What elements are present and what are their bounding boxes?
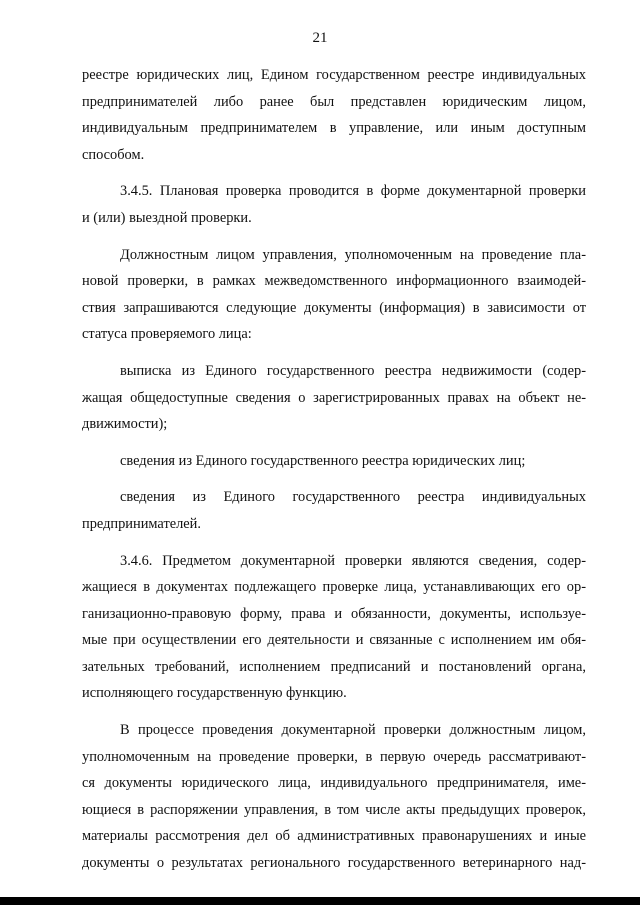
paragraph bbox=[82, 178, 586, 231]
paragraph bbox=[82, 62, 586, 168]
text-line: ганизационно-правовую форму, права и обязанности, документы, используе- bbox=[82, 605, 586, 622]
text-line: В процессе проведения документарной проверки должностным лицом, bbox=[120, 722, 586, 739]
text-line: способом. bbox=[82, 146, 145, 163]
text-line: ствия запрашиваются следующие документы (информация) в зависимости от bbox=[82, 299, 586, 316]
paragraph bbox=[82, 448, 586, 475]
text-line: зательных требований, исполнением предписаний и постановлений органа, bbox=[82, 658, 586, 675]
text-line: сведения из Единого государственного реестра индивидуальных bbox=[120, 489, 586, 506]
paragraph bbox=[82, 242, 586, 348]
text-line: мые при осуществлении его деятельности и связанные с исполнением им обя- bbox=[82, 632, 586, 649]
text-line: предпринимателей либо ранее был представлен юридическим лицом, bbox=[82, 93, 586, 110]
text-line: новой проверки, в рамках межведомственного информационного взаимодей- bbox=[82, 273, 586, 290]
text-line: Должностным лицом управления, уполномоченным на проведение пла- bbox=[120, 246, 586, 263]
paragraph bbox=[82, 717, 586, 877]
text-line: жащиеся в документах подлежащего проверке лица, устанавливающих его ор- bbox=[82, 579, 586, 596]
text-line: движимости); bbox=[82, 416, 168, 433]
text-line: документы о результатах регионального государственного ветеринарного над- bbox=[82, 855, 586, 872]
text-line: жащая общедоступные сведения о зарегистрированных правах на объект не- bbox=[82, 389, 586, 406]
text-line: и (или) выездной проверки. bbox=[82, 209, 252, 226]
paragraph bbox=[82, 358, 586, 438]
text-line: индивидуальным предпринимателем в управление, или иным доступным bbox=[82, 120, 586, 137]
text-line: предпринимателей. bbox=[82, 515, 201, 532]
scan-edge-bar bbox=[0, 897, 640, 905]
text-line: материалы рассмотрения дел об административных правонарушениях и иные bbox=[82, 828, 586, 845]
page-number: 21 bbox=[312, 30, 328, 46]
text-line: сведения из Единого государственного реестра юридических лиц; bbox=[120, 452, 526, 469]
body-text bbox=[82, 62, 586, 877]
paragraph bbox=[82, 484, 586, 537]
text-line: уполномоченным на проведение проверки, в первую очередь рассматривают- bbox=[82, 748, 586, 765]
text-line: статуса проверяемого лица: bbox=[82, 326, 252, 343]
text-line: исполняющего государственную функцию. bbox=[82, 685, 347, 702]
text-line: реестре юридических лиц, Едином государственном реестре индивидуальных bbox=[82, 67, 586, 83]
paragraph bbox=[82, 548, 586, 708]
text-line: ющиеся в распоряжении управления, в том числе акты предыдущих проверок, bbox=[82, 801, 586, 818]
text-line: ся документы юридического лица, индивидуального предпринимателя, име- bbox=[82, 775, 586, 792]
text-line: 3.4.5. Плановая проверка проводится в форме документарной проверки bbox=[120, 183, 586, 200]
text-line: 3.4.6. Предметом документарной проверки являются сведения, содер- bbox=[120, 552, 586, 569]
text-line: выписка из Единого государственного реестра недвижимости (содер- bbox=[120, 362, 586, 379]
